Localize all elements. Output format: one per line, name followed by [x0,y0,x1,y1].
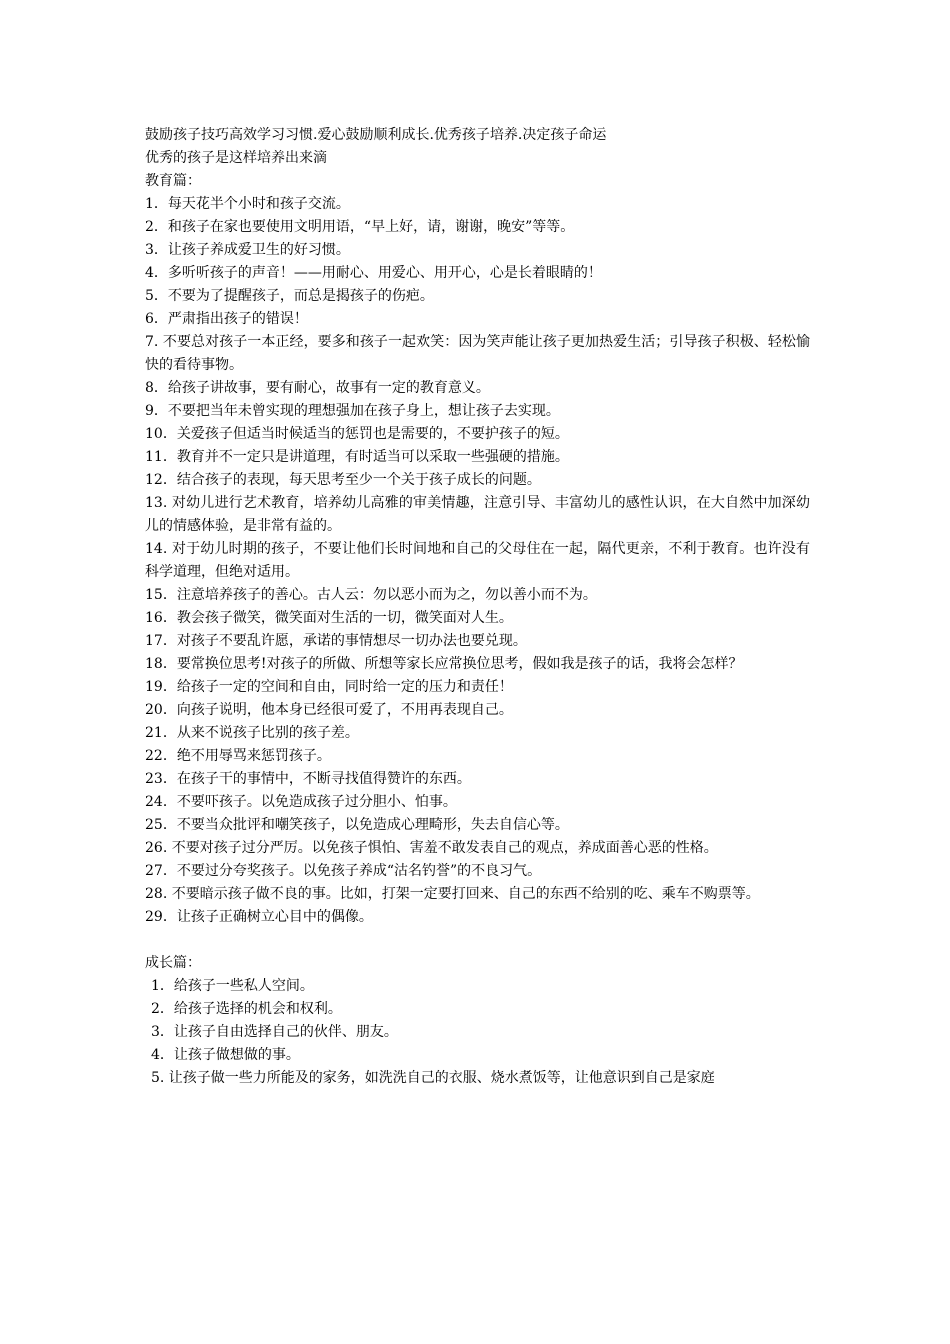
list-item: 18．要常换位思考!对孩子的所做、所想等家长应常换位思考，假如我是孩子的话，我将会怎样？ [145,656,743,672]
list-item: 16．教会孩子微笑，微笑面对生活的一切，微笑面对人生。 [145,610,513,626]
list-item: 4．让孩子做想做的事。 [151,1047,300,1063]
list-item: 19．给孩子一定的空间和自由，同时给一定的压力和责任！ [145,679,513,695]
list-item: 24．不要吓孩子。以免造成孩子过分胆小、怕事。 [145,794,457,810]
list-item: 11．教育并不一定只是讲道理，有时适当可以采取一些强硬的措施。 [145,449,569,465]
section-heading-growth: 成长篇： [145,955,201,971]
section-heading-education: 教育篇： [145,173,201,189]
section-spacer [145,929,810,952]
document-subtitle: 优秀的孩子是这样培养出来滴 [145,150,327,166]
list-item: 1．给孩子一些私人空间。 [151,978,314,994]
list-item: 27．不要过分夸奖孩子。以免孩子养成“沽名钓誉”的不良习气。 [145,863,542,879]
list-item: 15．注意培养孩子的善心。古人云：勿以恶小而为之，勿以善小而不为。 [145,587,597,603]
list-item: 12．结合孩子的表现，每天思考至少一个关于孩子成长的问题。 [145,472,541,488]
list-item: 2．和孩子在家也要使用文明用语，“早上好，请，谢谢，晚安”等等。 [145,219,575,235]
list-item: 10．关爱孩子但适当时候适当的惩罚也是需要的，不要护孩子的短。 [145,426,569,442]
list-item: 17．对孩子不要乱许愿，承诺的事情想尽一切办法也要兑现。 [145,633,527,649]
list-item: 5. 让孩子做一些力所能及的家务，如洗洗自己的衣服、烧水煮饭等，让他意识到自己是家庭 [151,1070,715,1086]
list-item: 26. 不要对孩子过分严厉。以免孩子惧怕、害羞不敢发表自己的观点，养成面善心恶的性格。 [145,840,718,856]
list-item: 3．让孩子自由选择自己的伙伴、朋友。 [151,1024,398,1040]
document-title: 鼓励孩子技巧高效学习习惯.爱心鼓励顺利成长.优秀孩子培养.决定孩子命运 [145,127,607,143]
list-item: 29．让孩子正确树立心目中的偶像。 [145,909,373,925]
list-item: 22．绝不用辱骂来惩罚孩子。 [145,748,331,764]
list-item: 28. 不要暗示孩子做不良的事。比如，打架一定要打回来、自己的东西不给别的吃、乘车不购票等。 [145,886,760,902]
list-item: 13. 对幼儿进行艺术教育，培养幼儿高雅的审美情趣，注意引导、丰富幼儿的感性认识，在大自然中加深幼儿的情感体验，是非常有益的。 [145,495,810,534]
list-item: 1．每天花半个小时和孩子交流。 [145,196,350,212]
list-item: 7. 不要总对孩子一本正经，要多和孩子一起欢笑：因为笑声能让孩子更加热爱生活；引导孩子积极、轻松愉快的看待事物。 [145,334,810,373]
list-item: 6．严肃指出孩子的错误！ [145,311,308,327]
list-item: 21．从来不说孩子比别的孩子差。 [145,725,359,741]
list-item: 2．给孩子选择的机会和权利。 [151,1001,342,1017]
list-item: 14. 对于幼儿时期的孩子，不要让他们长时间地和自己的父母住在一起，隔代更亲，不利于教育。也许没有科学道理，但绝对适用。 [145,541,810,580]
list-item: 9．不要把当年未曾实现的理想强加在孩子身上，想让孩子去实现。 [145,403,560,419]
document-body [145,124,810,1090]
list-item: 4．多听听孩子的声音！——用耐心、用爱心、用开心，心是长着眼睛的！ [145,265,602,281]
list-item: 8．给孩子讲故事，要有耐心，故事有一定的教育意义。 [145,380,490,396]
education-list [145,193,810,929]
list-item: 20．向孩子说明，他本身已经很可爱了，不用再表现自己。 [145,702,513,718]
list-item: 25．不要当众批评和嘲笑孩子，以免造成心理畸形，失去自信心等。 [145,817,569,833]
list-item: 23．在孩子干的事情中，不断寻找值得赞许的东西。 [145,771,471,787]
list-item: 5．不要为了提醒孩子，而总是揭孩子的伤疤。 [145,288,434,304]
growth-list [145,975,810,1090]
list-item: 3．让孩子养成爱卫生的好习惯。 [145,242,350,258]
